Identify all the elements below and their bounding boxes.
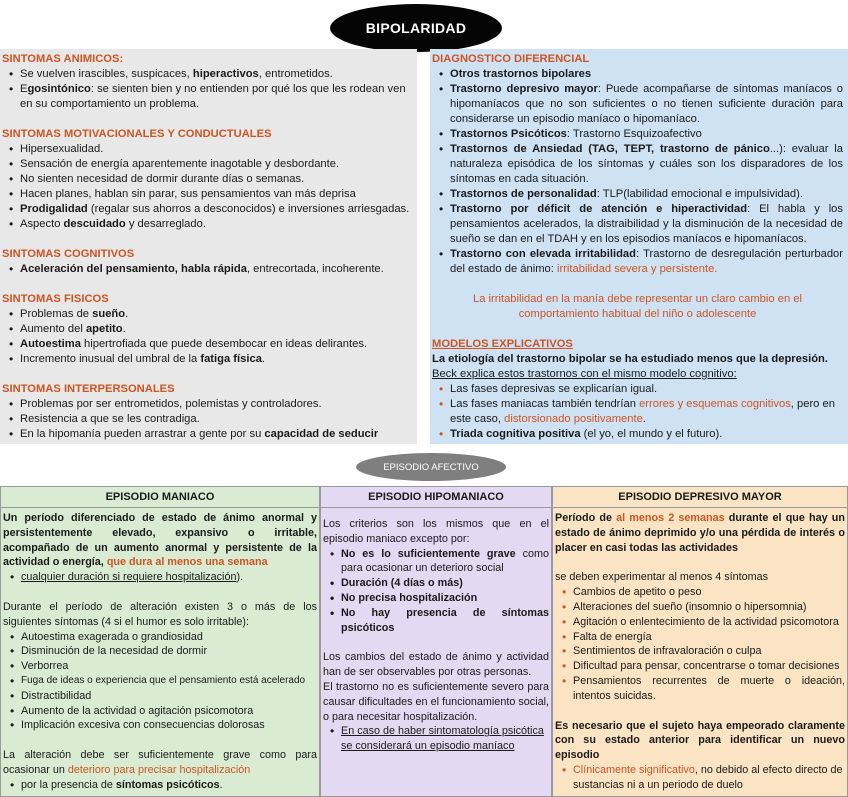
hipomaniaco-severity: El trastorno no es suficientemente severo para causar dificultades en el funcionamiento social, o para necesitar hospitalización.: [323, 680, 549, 723]
item-text: La alteración debe ser suficientemente grave como para ocasionar un: [3, 749, 317, 776]
list-item: • Cambios de apetito o peso: [555, 585, 845, 600]
item-bold: síntomas psicóticos: [115, 778, 220, 791]
item-bold: Trastornos Psicóticos: [450, 128, 567, 140]
list-maniaco-duration: [3, 570, 317, 585]
item-text: : TLP(labilidad emocional e impulsividad).: [596, 188, 803, 200]
item-text: Se vuelven irascibles, suspicaces,: [20, 68, 193, 80]
item-text: ...): evaluar la naturaleza episódica de los síntomas y cuáles son los disparadores de los síntomas en cada situación.: [450, 143, 844, 185]
column-head-maniaco: EPISODIO MANIACO: [1, 487, 319, 508]
item-text: durante el que hay un estado de ánimo deprimido y/o una pérdida de interés o placer en casi todas las actividades: [555, 512, 845, 554]
list-cognitivos: [2, 262, 415, 277]
section-title-cognitivos: SINTOMAS COGNITIVOS: [2, 248, 135, 260]
list-item: [555, 763, 845, 793]
item-text: y desarreglado.: [125, 218, 206, 230]
models-intro: La etiología del trastorno bipolar se ha estudiado menos que la depresión.: [432, 353, 828, 365]
list-modelos: [432, 382, 843, 442]
item-bold: Prodigalidad: [20, 203, 88, 215]
models-beck: Beck explica estos trastornos con el mismo modelo cognitivo:: [432, 368, 737, 380]
depresivo-definition: [555, 511, 845, 555]
item-text: cualquier duración si requiere hospitalización: [21, 571, 237, 584]
item-bold: Trastornos de Ansiedad (TAG, TEPT, trastorno de pánico: [450, 143, 770, 155]
list-maniaco-psychotic: [3, 778, 317, 793]
item-highlight: deterioro para precisar hospitalización: [67, 763, 251, 776]
item-bold: gosintónico: [27, 83, 91, 95]
item-text: Incremento inusual del umbral de la: [20, 353, 201, 365]
list-maniaco-symptoms: [3, 630, 317, 734]
item-bold: Trastorno depresivo mayor: [450, 83, 598, 95]
list-item: [432, 397, 843, 427]
column-head-hipomaniaco: EPISODIO HIPOMANIACO: [321, 487, 551, 508]
depresivo-criteria: se deben experimentar al menos 4 síntomas: [555, 571, 769, 584]
item-bold: No es lo suficientemente grave: [341, 547, 516, 560]
item-text: Las fases maniacas también tendrían: [450, 398, 640, 410]
list-item: [2, 262, 415, 277]
item-text: Aspecto: [20, 218, 64, 230]
item-bold: descuidado: [63, 218, 126, 230]
item-text: Período de: [555, 512, 617, 524]
list-item: • Implicación excesiva con consecuencias dolorosas: [3, 718, 317, 733]
list-item: [2, 217, 415, 232]
list-item: [2, 337, 415, 352]
list-item: [2, 307, 415, 322]
list-item: [432, 142, 843, 187]
hipomaniaco-intro: Los criterios son los mismos que en el episodio maniaco excepto por:: [323, 518, 549, 545]
item-highlight: al menos 2 semanas: [616, 512, 725, 524]
item-text: (el yo, el mundo y el futuro).: [580, 428, 723, 440]
list-item: • En caso de haber sintomatología psicótica se considerará un episodio maníaco: [323, 724, 549, 754]
item-bold: sueño: [92, 308, 126, 320]
list-item: • No precisa hospitalización: [323, 591, 549, 606]
item-text: E: [20, 83, 28, 95]
list-item: • Problemas por ser entrometidos, polemistas y controladores.: [2, 397, 415, 412]
item-bold: hiperactivos: [192, 68, 259, 80]
list-item: • Aumento de la actividad o agitación psicomotora: [3, 704, 317, 719]
item-text: .: [219, 778, 223, 791]
list-item: • Sentimientos de infravaloración o culpa: [555, 644, 845, 659]
item-text: , no debido al efecto directo de sustancias ni a un periodo de duelo: [573, 763, 843, 791]
item-text: por la presencia de: [21, 778, 116, 791]
section-title-animicos: SINTOMAS ANIMICOS:: [2, 53, 124, 65]
item-text: : El habla y los pensamientos acelerados, la distraibilidad y la disminución de la necesidad de sueño se dan en el TDAH y en los episodios maníacos e hipomaníacos.: [450, 203, 843, 245]
section-title-motivacionales: SINTOMAS MOTIVACIONALES Y CONDUCTUALES: [2, 128, 272, 140]
section-title-diagnostico: DIAGNOSTICO DIFERENCIAL: [432, 53, 590, 65]
item-highlight: errores y esquemas cognitivos: [639, 398, 791, 410]
item-text: .: [125, 308, 129, 320]
list-diagnostico: [432, 67, 843, 277]
list-item: • No sienten necesidad de dormir durante días o semanas.: [2, 172, 415, 187]
item-bold: Trastorno por déficit de atención e hiperactividad: [450, 203, 748, 215]
list-item: [323, 547, 549, 577]
list-item: • Disminución de la necesidad de dormir: [3, 644, 317, 659]
list-item: • Agitación o enlentecimiento de la actividad psicomotora: [555, 615, 845, 630]
list-item: • Las fases depresivas se explicarían igual.: [432, 382, 843, 397]
maniaco-criteria: Durante el período de alteración existen 3 o más de los siguientes síntomas (4 si el humor es solo irritable):: [3, 600, 317, 628]
maniaco-definition: [3, 511, 317, 570]
item-text: , pero en este caso,: [450, 398, 835, 425]
item-bold: fatiga física: [200, 353, 262, 365]
list-item: [2, 322, 415, 337]
item-text: : Puede acompañarse de síntomas maníacos o hipomaníacos que no son suficientes o no tienen suficiente duración para considerarse un episodio maníaco o hipomaníaco.: [450, 83, 844, 125]
list-item: • Autoestima exagerada o grandiosidad: [3, 630, 317, 645]
item-text: , entrometidos.: [258, 68, 333, 80]
list-item: • Dificultad para pensar, concentrarse o tomar decisiones: [555, 659, 845, 674]
list-item: • Duración (4 días o más): [323, 576, 549, 591]
list-depresivo-clinical: [555, 763, 845, 793]
item-highlight: distorsionado positivamente: [504, 413, 643, 425]
item-text: .: [261, 353, 266, 365]
list-item: • Verborrea: [3, 659, 317, 674]
item-text: .: [122, 323, 126, 335]
list-item: • No hay presencia de síntomas psicóticos: [323, 606, 549, 636]
list-item: • Pensamientos recurrentes de muerte o ideación, intentos suicidas.: [555, 674, 845, 704]
irritability-note: La irritabilidad en la manía debe representar un claro cambio en el comportamiento habitual del niño o adolescente: [473, 293, 802, 320]
list-item: • Falta de energía: [555, 630, 845, 645]
item-text: Problemas de: [20, 308, 93, 320]
symptoms-panel: [0, 49, 417, 444]
depresivo-worsening: Es necesario que el sujeto haya empeorado claramente con su estado anterior para identificar un nuevo episodio: [555, 719, 845, 762]
item-bold: Otros trastornos bipolares: [450, 68, 592, 80]
item-bold: Triada cognitiva positiva: [450, 428, 581, 440]
item-text: , entrecortada, incoherente.: [246, 263, 384, 275]
list-fisicos: [2, 307, 415, 367]
list-item: [2, 202, 415, 217]
column-maniaco: [0, 486, 320, 797]
column-depresivo: [552, 486, 848, 797]
list-interpersonales: [2, 397, 415, 442]
page-title: BIPOLARIDAD: [330, 4, 502, 52]
list-depresivo-symptoms: [555, 585, 845, 703]
item-bold: apetito: [85, 323, 123, 335]
item-bold: capacidad de seducir: [264, 428, 379, 440]
list-item: • Fuga de ideas o experiencia que el pensamiento está acelerado: [3, 674, 317, 689]
item-bold: Autoestima: [20, 338, 81, 350]
item-text: : se sienten bien y no entienden por qué los que les rodean ven en su comportamiento un problema.: [20, 83, 406, 110]
item-text: : Trastorno de desregulación perturbador del estado de ánimo:: [450, 248, 843, 275]
list-animicos: [2, 67, 415, 112]
list-item: [2, 67, 415, 82]
item-text: En la hipomanía pueden arrastrar a gente por su: [20, 428, 265, 440]
list-item: [432, 202, 843, 247]
item-text: (regalar sus ahorros a desconocidos) e inversiones arriesgadas.: [87, 203, 410, 215]
item-bold: Trastornos de personalidad: [450, 188, 597, 200]
list-item: • Hacen planes, hablan sin parar, sus pensamientos van más deprisa: [2, 187, 415, 202]
item-text: ).: [236, 571, 244, 584]
item-highlight: irritabilidad severa y persistente.: [556, 263, 718, 275]
list-item: [2, 352, 415, 367]
list-item: [3, 570, 317, 585]
section-title-modelos: MODELOS EXPLICATIVOS: [432, 338, 573, 350]
list-item: • Distractibilidad: [3, 689, 317, 704]
item-text: hipertrofiada que puede desembocar en ideas delirantes.: [80, 338, 368, 350]
item-text: Aumento del: [20, 323, 86, 335]
column-hipomaniaco: [320, 486, 552, 797]
list-item: [2, 427, 415, 442]
list-item: • Sensación de energía aparentemente inagotable y desbordante.: [2, 157, 415, 172]
list-hipomaniaco-exceptions: [323, 547, 549, 636]
maniaco-severity: [3, 748, 317, 778]
item-highlight: que dura al menos una semana: [106, 556, 268, 569]
list-item: [432, 127, 843, 142]
list-item: • Resistencia a que se les contradiga.: [2, 412, 415, 427]
item-highlight: Clínicamente significativo: [573, 763, 695, 776]
item-bold: Aceleración del pensamiento, habla rápida: [20, 263, 247, 275]
list-item: [432, 187, 843, 202]
item-text: .: [642, 413, 646, 425]
section-title-interpersonales: SINTOMAS INTERPERSONALES: [2, 383, 175, 395]
diagnosis-panel: [430, 49, 848, 444]
list-item: [432, 427, 843, 442]
list-item: [432, 247, 843, 277]
list-item: • Hipersexualidad.: [2, 142, 415, 157]
list-item: • Alteraciones del sueño (insomnio o hipersomnia): [555, 600, 845, 615]
list-item: [432, 82, 843, 127]
list-item: [3, 778, 317, 793]
list-hipomaniaco-psychotic: [323, 724, 549, 754]
list-item: [2, 82, 415, 112]
section-title-fisicos: SINTOMAS FISICOS: [2, 293, 109, 305]
list-motivacionales: [2, 142, 415, 232]
item-text: Un período diferenciado de estado de ánimo anormal y persistentemente elevado, expansivo o irritable, acompañado de un aumento anormal y persistente de la actividad o energía,: [3, 512, 317, 569]
column-head-depresivo: EPISODIO DEPRESIVO MAYOR: [553, 487, 847, 508]
item-text: : Trastorno Esquizoafectivo: [566, 128, 702, 140]
episode-label: EPISODIO AFECTIVO: [356, 453, 506, 481]
list-item: [432, 67, 843, 82]
hipomaniaco-observable: Los cambios del estado de ánimo y actividad han de ser observables por otras personas.: [323, 651, 549, 679]
item-bold: Trastorno con elevada irritabilidad: [450, 248, 636, 260]
item-text: como para ocasionar un deterioro social: [341, 547, 549, 575]
